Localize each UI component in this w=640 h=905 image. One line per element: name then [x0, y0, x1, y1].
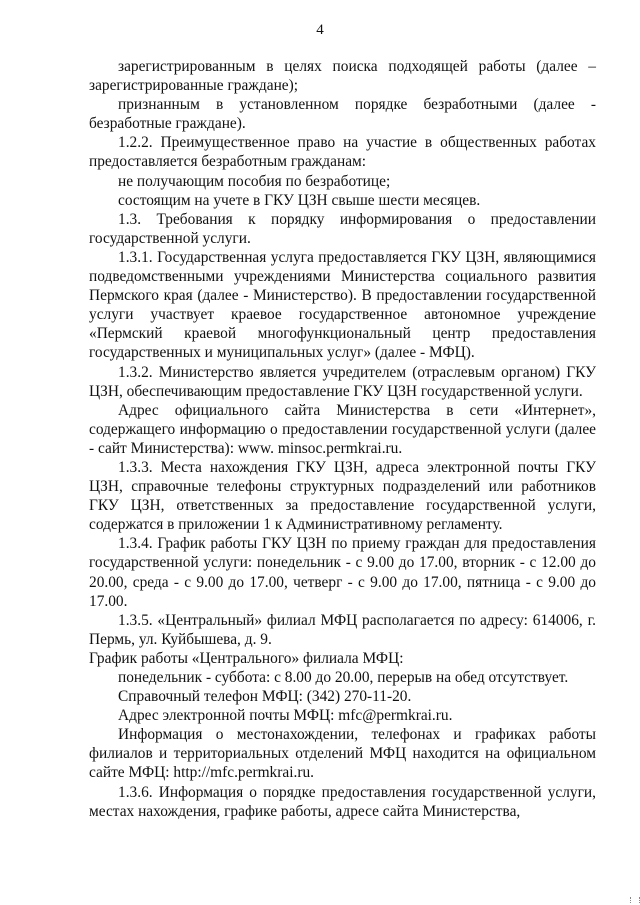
- paragraph: 1.3.5. «Центральный» филиал МФЦ располагается по адресу: 614006, г. Пермь, ул. Куйбышева, д. 9.: [89, 611, 596, 648]
- paragraph: 1.3.3. Места нахождения ГКУ ЦЗН, адреса электронной почты ГКУ ЦЗН, справочные телефоны структурных подразделений или работников ГКУ ЦЗН, ответственных за предоставление государственной услуги, содержатся в приложении 1 к Административному регламенту.: [89, 458, 596, 534]
- paragraph: График работы «Центрального» филиала МФЦ:: [89, 649, 404, 667]
- paragraph: 1.3.6. Информация о порядке предоставления государственной услуги, местах нахождения, графике работы, адресе сайта Министерства,: [89, 783, 596, 820]
- document-body: [89, 57, 596, 821]
- paragraph: не получающим пособия по безработице;: [118, 172, 391, 190]
- page-number: 4: [316, 22, 324, 38]
- paragraph: 1.3.2. Министерство является учредителем (отраслевым органом) ГКУ ЦЗН, обеспечивающим предоставление ГКУ ЦЗН государственной услуги.: [89, 363, 596, 400]
- paragraph: зарегистрированным в целях поиска подходящей работы (далее – зарегистрированные граждане);: [89, 58, 596, 95]
- paragraph: 1.3.1. Государственная услуга предоставляется ГКУ ЦЗН, являющимися подведомственными учреждениями Министерства социального развития Пермского края (далее - Министерство). В предоставлении государственной услуги участвует краевое государственное автономное учреждение «Пермский краевой многофункциональный центр предоставления государственных и муниципальных услуг» (далее - МФЦ).: [89, 248, 596, 362]
- paragraph: Информация о местонахождении, телефонах и графиках работы филиалов и территориальных отделений МФЦ находится на официальном сайте МФЦ: http://mfc.permkrai.ru.: [89, 726, 596, 782]
- paragraph: Справочный телефон МФЦ: (342) 270-11-20.: [118, 688, 412, 706]
- paragraph: состоящим на учете в ГКУ ЦЗН свыше шести месяцев.: [118, 191, 481, 209]
- paragraph: 1.3. Требования к порядку информирования о предоставлении государственной услуги.: [89, 210, 596, 247]
- paragraph: признанным в установленном порядке безработными (далее - безработные граждане).: [89, 96, 596, 133]
- paragraph: Адрес официального сайта Министерства в сети «Интернет», содержащего информацию о предоставлении государственной услуги (далее - сайт Министерства): www. minsoc.permkrai.ru.: [89, 401, 596, 457]
- scan-edge-mark: [630, 897, 640, 903]
- paragraph: Адрес электронной почты МФЦ: mfc@permkrai.ru.: [118, 707, 453, 725]
- paragraph: 1.3.4. График работы ГКУ ЦЗН по приему граждан для предоставления государственной услуги: понедельник - с 9.00 до 17.00, вторник - с 12.00 до 20.00, среда - с 9.00 до 17.00, четверг - с 9.00 до 17.00, пятница - с 9.00 до 17.00.: [89, 535, 596, 610]
- paragraph: понедельник - суббота: с 8.00 до 20.00, перерыв на обед отсутствует.: [118, 669, 569, 686]
- paragraph: 1.2.2. Преимущественное право на участие в общественных работах предоставляется безработным гражданам:: [89, 134, 596, 171]
